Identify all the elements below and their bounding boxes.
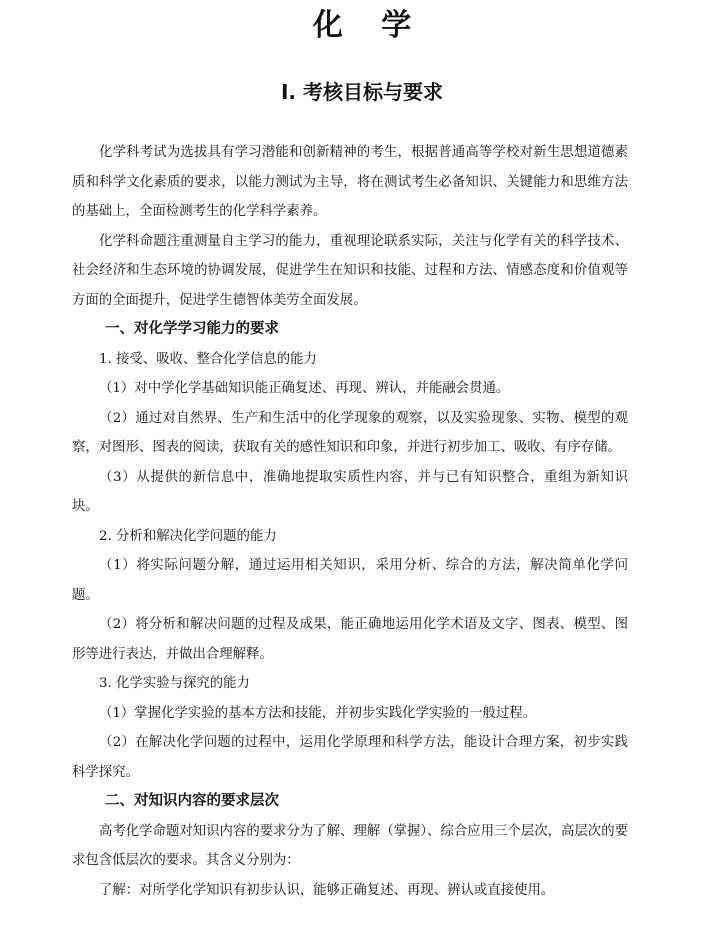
item-1-3: （3）从提供的新信息中，准确地提取实质性内容，并与已有知识整合，重组为新知识块。 — [72, 469, 628, 514]
body-text — [72, 138, 628, 905]
intro-paragraph-2: 化学科命题注重测量自主学习的能力，重视理论联系实际，关注与化学有关的科学技术、社会经济和生态环境的协调发展，促进学生在知识和技能、过程和方法、情感态度和价值观等方面的全面提升，促进学生德智体美劳全面发展。 — [72, 233, 628, 308]
section-title: Ⅰ. 考核目标与要求 — [280, 80, 443, 104]
item-1-2: （2）通过对自然界、生产和生活中的化学现象的观察，以及实验现象、实物、模型的观察，对图形、图表的阅读，获取有关的感性知识和印象，并进行初步加工、吸收、有序存储。 — [72, 410, 628, 455]
item-1-1: （1）对中学化学基础知识能正确复述、再现、辨认，并能融会贯通。 — [99, 381, 510, 396]
item-2-1: （1）将实际问题分解，通过运用相关知识，采用分析、综合的方法，解决简单化学问题。 — [72, 558, 628, 603]
intro-paragraph-1: 化学科考试为选拔具有学习潜能和创新精神的考生，根据普通高等学校对新生思想道德素质和科学文化素质的要求，以能力测试为主导，将在测试考生必备知识、关键能力和思维方法的基础上，全面检测考生的化学科学素养。 — [72, 145, 628, 219]
page-title: 化 学 — [312, 8, 426, 43]
heading-knowledge-levels: 二、对知识内容的要求层次 — [105, 793, 279, 809]
item-3-1: （1）掌握化学实验的基本方法和技能，并初步实践化学实验的一般过程。 — [99, 705, 537, 721]
subheading-1: 1. 接受、吸收、整合化学信息的能力 — [99, 351, 317, 367]
levels-paragraph: 高考化学命题对知识内容的要求分为了解、理解（掌握）、综合应用三个层次，高层次的要求包含低层次的要求。其含义分别为： — [72, 823, 628, 868]
level-understand: 了解：对所学化学知识有初步认识，能够正确复述、再现、辨认或直接使用。 — [99, 882, 555, 898]
subheading-3: 3. 化学实验与探究的能力 — [99, 676, 250, 691]
item-2-2: （2）将分析和解决问题的过程及成果，能正确地运用化学术语及文字、图表、模型、图形等进行表达，并做出合理解释。 — [72, 617, 628, 662]
item-3-2: （2）在解决化学问题的过程中，运用化学原理和科学方法，能设计合理方案，初步实践科学探究。 — [72, 735, 628, 780]
heading-learning-ability: 一、对化学学习能力的要求 — [105, 321, 279, 337]
subheading-2: 2. 分析和解决化学问题的能力 — [99, 528, 277, 544]
